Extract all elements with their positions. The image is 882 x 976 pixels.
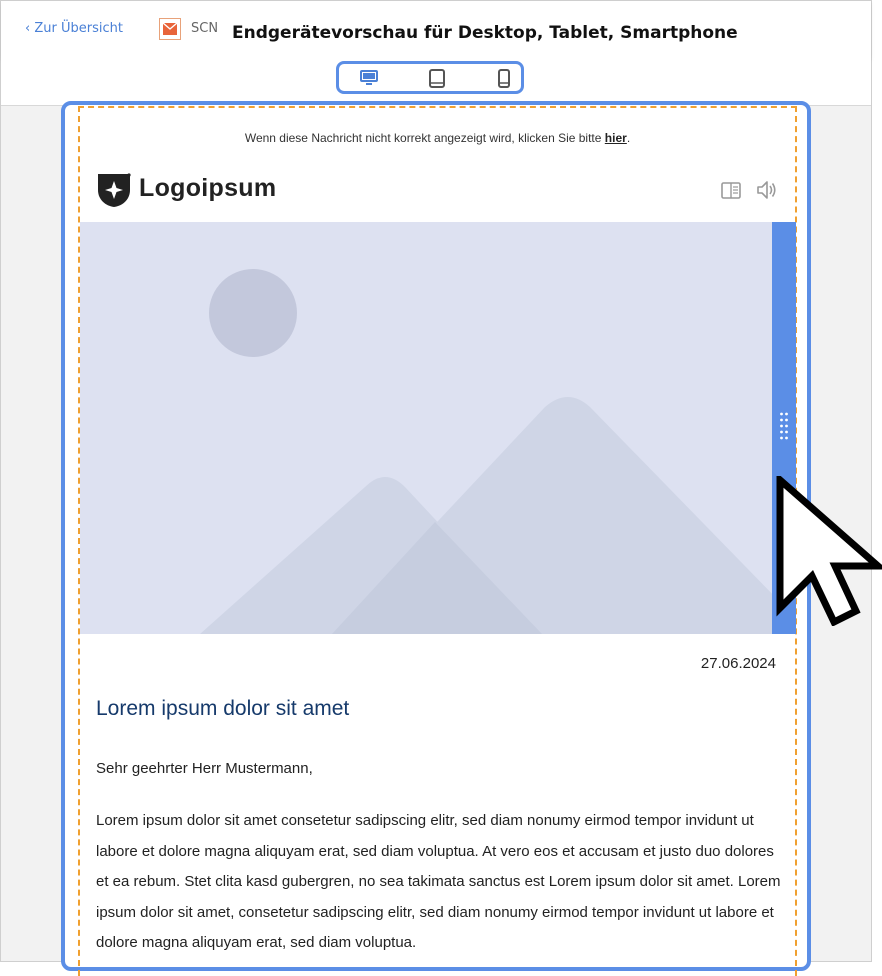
view-online-link[interactable]: hier bbox=[604, 131, 627, 145]
preheader: Wenn diese Nachricht nicht korrekt angezeigt wird, klicken Sie bitte hier. bbox=[244, 131, 631, 145]
channel-label: SCN bbox=[191, 21, 219, 36]
hero-image-placeholder bbox=[80, 222, 772, 634]
logo-icon bbox=[96, 172, 132, 212]
logo-text: Logoipsum bbox=[139, 174, 277, 202]
top-header bbox=[1, 1, 871, 58]
email-date: 27.06.2024 bbox=[700, 655, 776, 672]
email-headline: Lorem ipsum dolor sit amet bbox=[96, 697, 350, 720]
mouse-pointer-icon bbox=[776, 476, 882, 630]
email-salutation: Sehr geehrter Herr Mustermann, bbox=[96, 760, 313, 777]
chevron-left-icon: ‹ bbox=[25, 21, 35, 36]
device-switcher bbox=[336, 61, 524, 94]
smartphone-icon[interactable] bbox=[496, 69, 518, 87]
tablet-icon[interactable] bbox=[427, 69, 449, 87]
web-version-icon[interactable] bbox=[721, 182, 741, 203]
mail-icon bbox=[159, 18, 181, 40]
back-link[interactable]: ‹ Zur Übersicht bbox=[25, 21, 123, 36]
speaker-icon[interactable] bbox=[756, 180, 778, 204]
page-title: Endgerätevorschau für Desktop, Tablet, Smartphone bbox=[232, 23, 738, 43]
email-body: Lorem ipsum dolor sit amet consetetur sadipscing elitr, sed diam nonumy eirmod tempor invidunt ut labore et dolore magna aliquyam erat, sed diam voluptua. At vero eos et accusam et justo duo dolores et ea rebum. Stet clita kasd gubergren, no sea takimata sanctus est Lorem ipsum dolor sit amet. Lorem ipsum dolor sit amet, consetetur sadipscing elitr, sed diam nonumy eirmod tempor invidunt ut labore et dolore magna aliquyam erat, sed diam voluptua. bbox=[96, 812, 781, 951]
desktop-icon[interactable] bbox=[359, 69, 381, 87]
